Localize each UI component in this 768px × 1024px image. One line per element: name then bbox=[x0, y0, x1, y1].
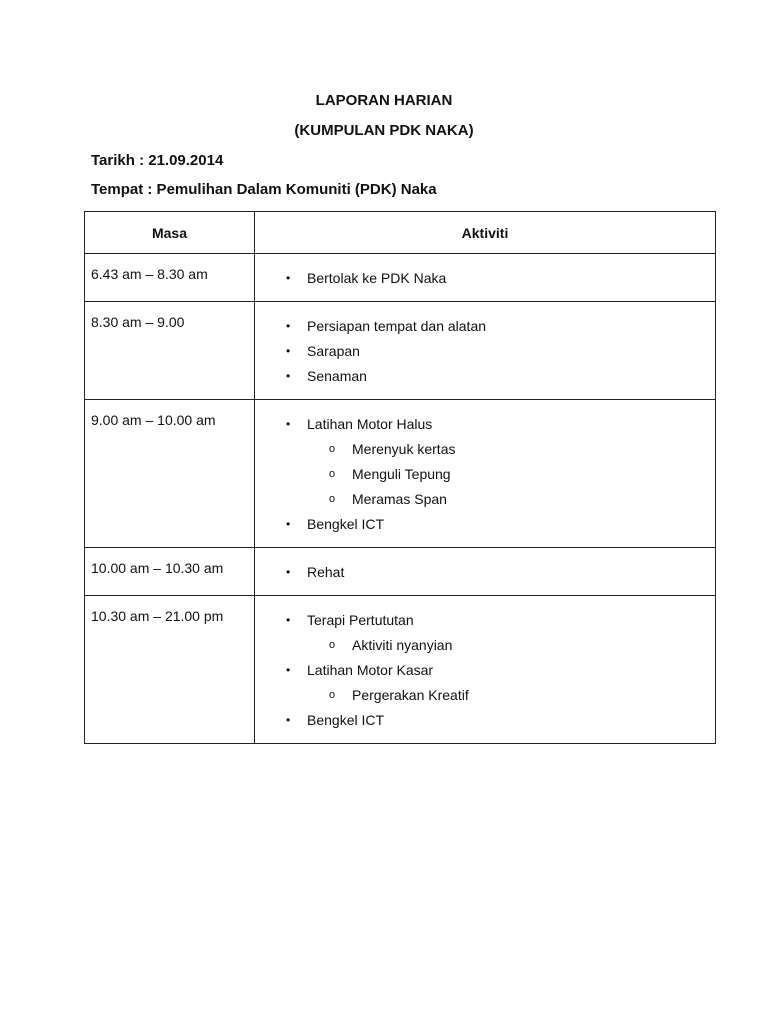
bullet-icon: • bbox=[286, 713, 291, 727]
document-subtitle: (KUMPULAN PDK NAKA) bbox=[294, 122, 474, 139]
place-line: Tempat : Pemulihan Dalam Komuniti (PDK) Naka bbox=[91, 181, 437, 198]
bullet-icon: • bbox=[286, 663, 291, 677]
time-cell bbox=[85, 254, 255, 302]
time-range: 10.30 am – 21.00 pm bbox=[91, 608, 224, 624]
activity-text: Persiapan tempat dan alatan bbox=[307, 318, 487, 334]
bullet-icon: • bbox=[286, 319, 291, 333]
time-cell bbox=[85, 400, 255, 548]
activity-item bbox=[255, 339, 715, 364]
activity-list bbox=[255, 254, 715, 301]
hollow-bullet-icon: o bbox=[329, 468, 336, 480]
activity-item bbox=[255, 412, 715, 437]
activity-cell bbox=[255, 254, 716, 302]
time-cell bbox=[85, 596, 255, 744]
activity-list bbox=[255, 548, 715, 595]
activity-item bbox=[255, 266, 715, 291]
bullet-icon: • bbox=[286, 613, 291, 627]
bullet-icon: • bbox=[286, 417, 291, 431]
header-row bbox=[85, 212, 716, 254]
time-range: 9.00 am – 10.00 am bbox=[91, 412, 216, 428]
activity-item bbox=[255, 314, 715, 339]
sub-activity-item bbox=[255, 487, 715, 512]
activity-cell bbox=[255, 548, 716, 596]
activity-item bbox=[255, 708, 715, 733]
time-range: 10.00 am – 10.30 am bbox=[91, 560, 224, 576]
activity-item bbox=[255, 608, 715, 633]
activity-text: Bengkel ICT bbox=[307, 516, 385, 532]
activity-list bbox=[255, 302, 715, 399]
sub-activity-item bbox=[255, 633, 715, 658]
activity-text: Latihan Motor Kasar bbox=[307, 662, 434, 678]
time-cell bbox=[85, 302, 255, 400]
schedule-table bbox=[84, 211, 716, 744]
schedule-body bbox=[85, 254, 716, 744]
activity-text: Bertolak ke PDK Naka bbox=[307, 270, 447, 286]
table-row bbox=[85, 400, 716, 548]
activity-text: Menguli Tepung bbox=[352, 466, 451, 482]
hollow-bullet-icon: o bbox=[329, 443, 336, 455]
sub-activity-item bbox=[255, 437, 715, 462]
activity-item bbox=[255, 512, 715, 537]
bullet-icon: • bbox=[286, 565, 291, 579]
time-range: 8.30 am – 9.00 bbox=[91, 314, 185, 330]
activity-text: Pergerakan Kreatif bbox=[352, 687, 469, 703]
header-time: Masa bbox=[85, 212, 255, 254]
sub-activity-item bbox=[255, 683, 715, 708]
bullet-icon: • bbox=[286, 344, 291, 358]
activity-text: Sarapan bbox=[307, 343, 360, 359]
activity-cell bbox=[255, 400, 716, 548]
sub-activity-item bbox=[255, 462, 715, 487]
table-row bbox=[85, 548, 716, 596]
bullet-icon: • bbox=[286, 369, 291, 383]
activity-list bbox=[255, 596, 715, 743]
document-title: LAPORAN HARIAN bbox=[315, 92, 453, 109]
activity-text: Senaman bbox=[307, 368, 367, 384]
activity-text: Aktiviti nyanyian bbox=[352, 637, 453, 653]
hollow-bullet-icon: o bbox=[329, 689, 336, 701]
activity-item bbox=[255, 364, 715, 389]
activity-text: Merenyuk kertas bbox=[352, 441, 456, 457]
time-range: 6.43 am – 8.30 am bbox=[91, 266, 208, 282]
hollow-bullet-icon: o bbox=[329, 639, 336, 651]
bullet-icon: • bbox=[286, 517, 291, 531]
header-activity: Aktiviti bbox=[255, 212, 716, 254]
activity-text: Terapi Pertututan bbox=[307, 612, 414, 628]
table-row bbox=[85, 254, 716, 302]
activity-text: Bengkel ICT bbox=[307, 712, 385, 728]
activity-text: Latihan Motor Halus bbox=[307, 416, 433, 432]
activity-text: Meramas Span bbox=[352, 491, 447, 507]
date-line: Tarikh : 21.09.2014 bbox=[91, 152, 224, 169]
time-cell bbox=[85, 548, 255, 596]
activity-cell bbox=[255, 596, 716, 744]
activity-cell bbox=[255, 302, 716, 400]
bullet-icon: • bbox=[286, 271, 291, 285]
activity-text: Rehat bbox=[307, 564, 345, 580]
activity-list bbox=[255, 400, 715, 547]
table-row bbox=[85, 302, 716, 400]
activity-item bbox=[255, 560, 715, 585]
hollow-bullet-icon: o bbox=[329, 493, 336, 505]
table-row bbox=[85, 596, 716, 744]
activity-item bbox=[255, 658, 715, 683]
